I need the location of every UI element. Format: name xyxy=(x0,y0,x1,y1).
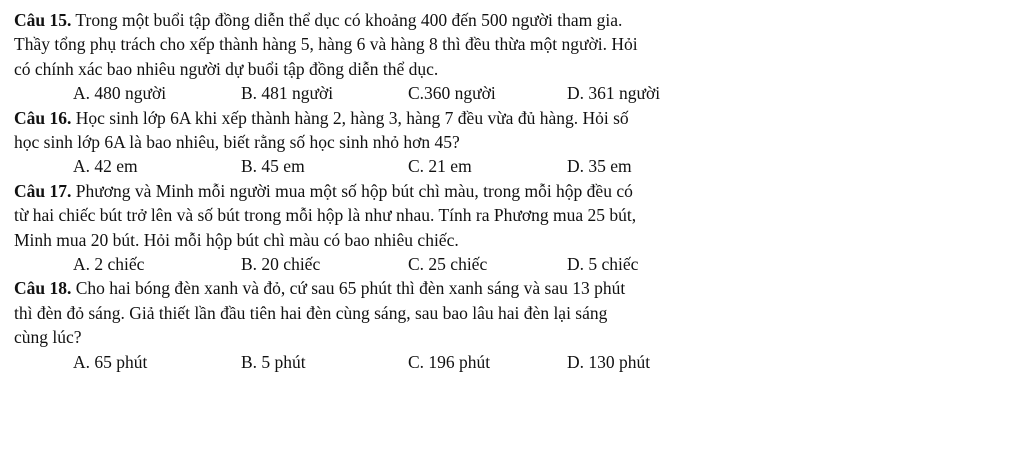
question-18-text-1: Cho hai bóng đèn xanh và đỏ, cứ sau 65 phút thì đèn xanh sáng và sau 13 phút xyxy=(71,278,626,299)
question-18-options xyxy=(14,350,804,374)
question-16-line-1 xyxy=(14,106,804,130)
question-17-option-b[interactable]: B. 20 chiếc xyxy=(241,254,321,275)
question-17 xyxy=(14,179,804,277)
question-18-option-c[interactable]: C. 196 phút xyxy=(408,351,491,372)
question-17-text-3: Minh mua 20 bút. Hỏi mỗi hộp bút chì màu có bao nhiêu chiếc. xyxy=(14,229,459,250)
question-15 xyxy=(14,8,804,106)
question-16-options xyxy=(14,154,804,178)
question-16-number: Câu 16. xyxy=(14,107,72,128)
question-16-option-d[interactable]: D. 35 em xyxy=(567,156,632,177)
question-18-option-b[interactable]: B. 5 phút xyxy=(241,351,306,372)
question-16 xyxy=(14,106,804,179)
question-18-option-a[interactable]: A. 65 phút xyxy=(73,351,148,372)
question-18 xyxy=(14,276,804,374)
question-16-option-c[interactable]: C. 21 em xyxy=(408,156,472,177)
question-16-option-b[interactable]: B. 45 em xyxy=(241,156,305,177)
exercise-sheet xyxy=(14,8,804,374)
question-18-line-1 xyxy=(14,276,804,300)
question-18-option-d[interactable]: D. 130 phút xyxy=(567,351,651,372)
question-17-option-a[interactable]: A. 2 chiếc xyxy=(73,254,145,275)
question-15-option-a[interactable]: A. 480 người xyxy=(73,83,167,104)
question-16-option-a[interactable]: A. 42 em xyxy=(73,156,138,177)
question-17-line-1 xyxy=(14,179,804,203)
question-15-text-3: có chính xác bao nhiêu người dự buổi tập đồng diễn thể dục. xyxy=(14,58,439,79)
question-15-option-b[interactable]: B. 481 người xyxy=(241,83,334,104)
question-15-options xyxy=(14,81,804,105)
question-18-number: Câu 18. xyxy=(14,278,72,299)
question-15-number: Câu 15. xyxy=(14,10,72,30)
question-17-text-2: từ hai chiếc bút trở lên và số bút trong mỗi hộp là như nhau. Tính ra Phương mua 25 bút, xyxy=(14,205,637,226)
question-15-option-d[interactable]: D. 361 người xyxy=(567,83,661,104)
question-15-option-c[interactable]: C.360 người xyxy=(408,83,496,104)
question-16-text-1: Học sinh lớp 6A khi xếp thành hàng 2, hàng 3, hàng 7 đều vừa đủ hàng. Hỏi số xyxy=(71,107,629,128)
question-17-option-c[interactable]: C. 25 chiếc xyxy=(408,254,488,275)
question-17-number: Câu 17. xyxy=(14,180,72,201)
question-15-text-1: Trong một buổi tập đồng diễn thể dục có khoảng 400 đến 500 người tham gia. xyxy=(71,10,623,30)
question-17-options xyxy=(14,252,804,276)
question-17-option-d[interactable]: D. 5 chiếc xyxy=(567,254,639,275)
question-18-text-2: thì đèn đỏ sáng. Giả thiết lần đầu tiên hai đèn cùng sáng, sau bao lâu hai đèn lại sáng xyxy=(14,302,608,323)
question-17-text-1: Phương và Minh mỗi người mua một số hộp bút chì màu, trong mỗi hộp đều có xyxy=(71,180,633,201)
question-18-text-3: cùng lúc? xyxy=(14,327,82,348)
question-15-line-1 xyxy=(14,8,804,32)
question-16-text-2: học sinh lớp 6A là bao nhiêu, biết rằng số học sinh nhỏ hơn 45? xyxy=(14,132,460,153)
question-15-text-2: Thầy tổng phụ trách cho xếp thành hàng 5, hàng 6 và hàng 8 thì đều thừa một người. Hỏi xyxy=(14,34,638,55)
